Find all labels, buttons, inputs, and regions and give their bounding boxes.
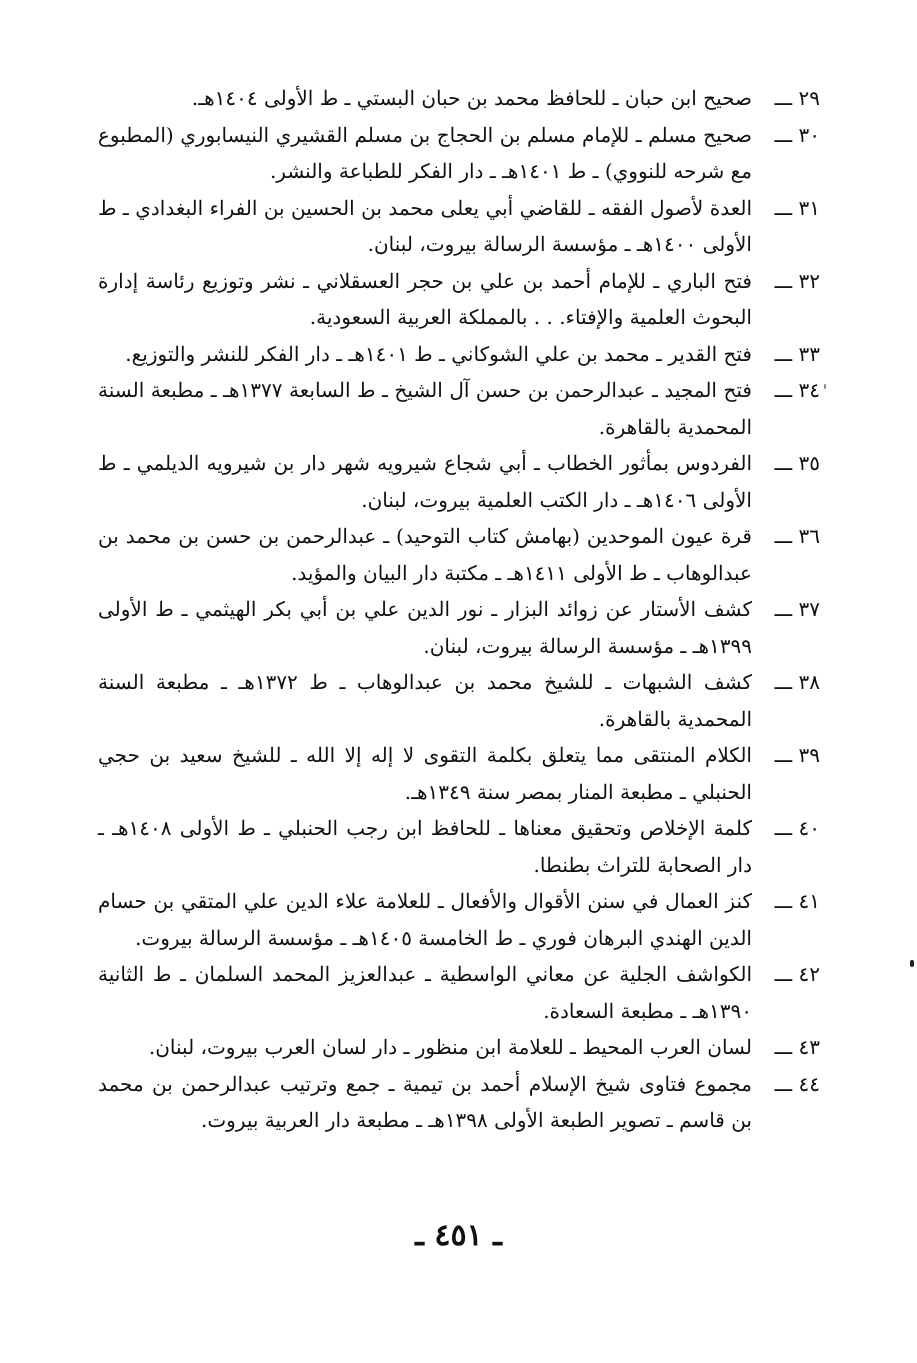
entry-number: ٣٢ ـــ: [774, 268, 820, 293]
entry-text: كشف الأستار عن زوائد البزار ـ نور الدين علي بن أبي بكر الهيثمي ـ ط الأولى ١٣٩٩هـ ـ مؤسسة الرسالة بيروت، لبنان.: [98, 597, 752, 658]
scan-speck: [910, 960, 914, 967]
bibliography-entry: [98, 956, 820, 1029]
entry-text: فتح الباري ـ للإمام أحمد بن علي بن حجر العسقلاني ـ نشر وتوزيع رئاسة إدارة البحوث العلمية والإفتاء. . . بالمملكة العربية السعودية.: [98, 268, 752, 329]
bibliography-entry: [98, 664, 820, 737]
bibliography-entry: [98, 80, 820, 117]
entry-number: ٣٣ ـــ: [774, 341, 820, 366]
entry-number: ٣٠ ـــ: [774, 122, 820, 147]
entry-text: صحيح ابن حبان ـ للحافظ محمد بن حبان البستي ـ ط الأولى ١٤٠٤هـ.: [191, 86, 752, 110]
scan-speck: [824, 384, 826, 389]
bibliography-entry: [98, 190, 820, 263]
bibliography-entry: [98, 810, 820, 883]
entry-text: العدة لأصول الفقه ـ للقاضي أبي يعلى محمد بن الحسين بن الفراء البغدادي ـ ط الأولى ١٤٠٠هـ ـ مؤسسة الرسالة بيروت، لبنان.: [98, 195, 752, 256]
bibliography-entry: [98, 737, 820, 810]
entry-number: ٣٥ ـــ: [774, 451, 820, 475]
entry-number: ٣٤ ـــ: [774, 378, 820, 402]
entry-number: ٢٩ ـــ: [774, 86, 820, 110]
entry-text: كنز العمال في سنن الأقوال والأفعال ـ للعلامة علاء الدين علي المتقي بن حسام الدين الهندي البرهان فوري ـ ط الخامسة ١٤٠٥هـ ـ مؤسسة الرسالة بيروت.: [98, 889, 752, 950]
entry-text: مجموع فتاوى شيخ الإسلام أحمد بن تيمية ـ جمع وترتيب عبدالرحمن بن محمد بن قاسم ـ تصوير الطبعة الأولى ١٣٩٨هـ ـ مطبعة دار العربية بيروت.: [98, 1071, 752, 1132]
entry-text: لسان العرب المحيط ـ للعلامة ابن منظور ـ دار لسان العرب بيروت، لبنان.: [148, 1035, 752, 1059]
entry-number: ٤١ ـــ: [774, 889, 820, 913]
bibliography-entry: [98, 883, 820, 956]
entry-text: كلمة الإخلاص وتحقيق معناها ـ للحافظ ابن رجب الحنبلي ـ ط الأولى ١٤٠٨هـ ـ دار الصحابة للتراث بطنطا.: [98, 816, 753, 877]
entry-text: الكلام المنتقى مما يتعلق بكلمة التقوى لا إله إلا الله ـ للشيخ سعيد بن حجي الحنبلي ـ مطبعة المنار بمصر سنة ١٣٤٩هـ.: [98, 743, 752, 804]
bibliography-entry: [98, 263, 820, 336]
bibliography-entry: [98, 117, 820, 190]
entry-text: الفردوس بمأثور الخطاب ـ أبي شجاع شيرويه شهر دار بن شيرويه الديلمي ـ ط الأولى ١٤٠٦هـ ـ دار الكتب العلمية بيروت، لبنان.: [98, 451, 752, 512]
entry-text: الكواشف الجلية عن معاني الواسطية ـ عبدالعزيز المحمد السلمان ـ ط الثانية ١٣٩٠هـ ـ مطبعة السعادة.: [98, 962, 752, 1023]
entry-text: فتح المجيد ـ عبدالرحمن بن حسن آل الشيخ ـ ط السابعة ١٣٧٧هـ ـ مطبعة السنة المحمدية بالقاهرة.: [98, 378, 752, 439]
bibliography-entry: [98, 445, 820, 518]
entry-number: ٣٨ ـــ: [774, 670, 820, 694]
bibliography-list: [98, 80, 820, 1139]
bibliography-entry: [98, 591, 820, 664]
entry-number: ٤٣ ـــ: [774, 1035, 820, 1059]
entry-number: ٣٧ ـــ: [774, 597, 820, 621]
page-number: ـ ٤٥١ ـ: [415, 1218, 502, 1253]
entry-number: ٣٦ ـــ: [774, 524, 820, 548]
bibliography-entry: [98, 518, 820, 591]
entry-number: ٣٩ ـــ: [774, 743, 820, 767]
bibliography-entry: [98, 336, 820, 373]
bibliography-entry: [98, 1066, 820, 1139]
entry-number: ٤٠ ـــ: [774, 816, 820, 840]
entry-number: ٤٤ ـــ: [774, 1071, 820, 1096]
entry-number: ٣١ ـــ: [774, 195, 820, 220]
entry-number: ٤٢ ـــ: [774, 962, 820, 986]
bibliography-entry: [98, 372, 820, 445]
entry-text: صحيح مسلم ـ للإمام مسلم بن الحجاج بن مسلم القشيري النيسابوري (المطبوع مع شرحه للنووي) ـ ط ١٤٠١هـ ـ دار الفكر للطباعة والنشر.: [98, 122, 752, 183]
bibliography-entry: [98, 1029, 820, 1066]
entry-text: كشف الشبهات ـ للشيخ محمد بن عبدالوهاب ـ ط ١٣٧٢هـ ـ مطبعة السنة المحمدية بالقاهرة.: [98, 670, 752, 731]
entry-text: فتح القدير ـ محمد بن علي الشوكاني ـ ط ١٤٠١هـ ـ دار الفكر للنشر والتوزيع.: [125, 341, 752, 366]
entry-text: قرة عيون الموحدين (بهامش كتاب التوحيد) ـ عبدالرحمن بن حسن بن محمد بن عبدالوهاب ـ ط الأولى ١٤١١هـ ـ مكتبة دار البيان والمؤيد.: [98, 524, 752, 585]
